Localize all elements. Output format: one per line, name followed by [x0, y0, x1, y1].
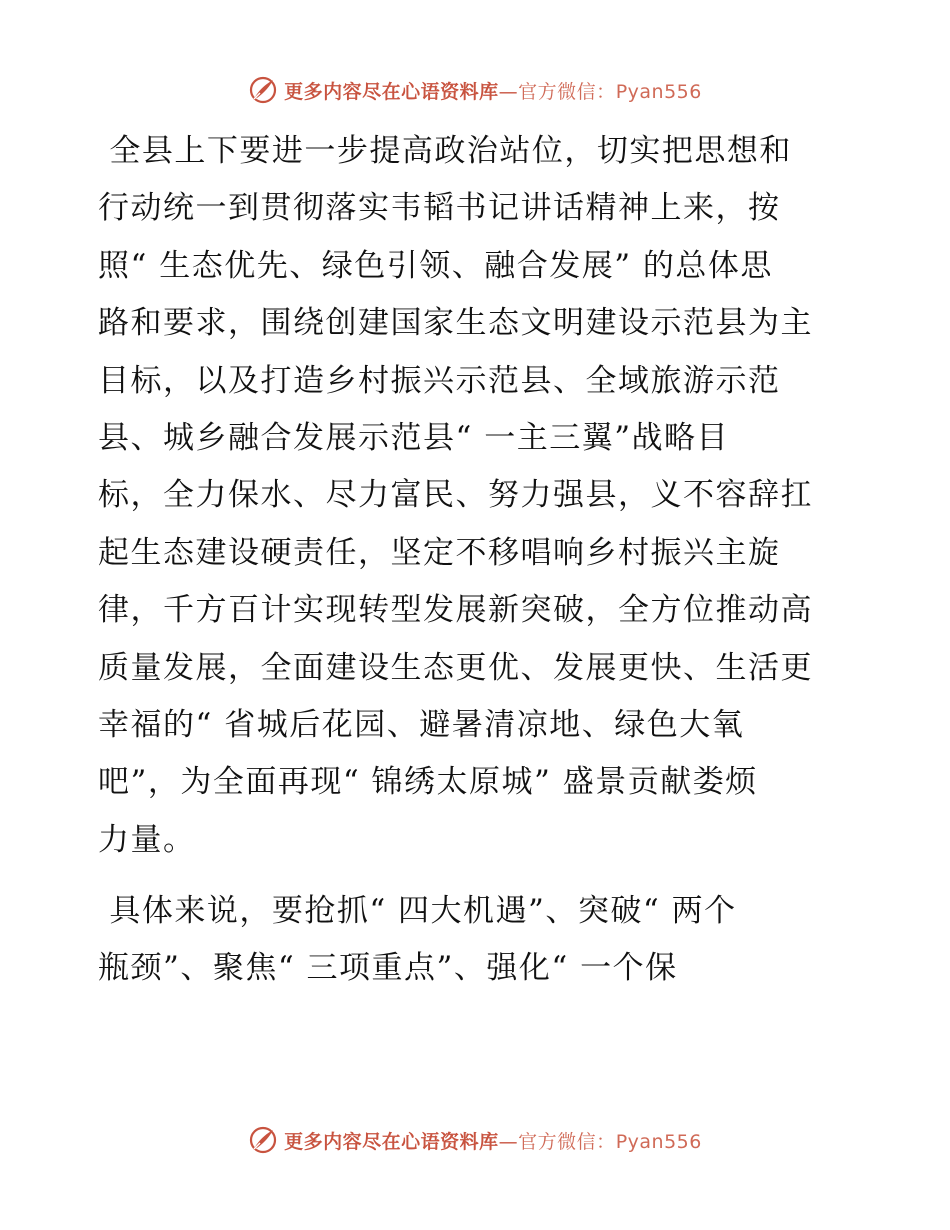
- text-line: 瓶颈”、聚焦“ 三项重点”、强化“ 一个保: [98, 950, 678, 987]
- watermark-sub: 官方微信：: [518, 80, 616, 103]
- watermark-text: [284, 1127, 702, 1154]
- text-line: 力量。: [98, 821, 196, 858]
- text-line: 标，全力保水、尽力富民、努力强县，义不容辞扛: [98, 477, 813, 514]
- text-line: 目标，以及打造乡村振兴示范县、全域旅游示范: [98, 362, 781, 399]
- text-line: 全县上下要进一步提高政治站位，切实把思想和: [98, 133, 792, 169]
- paragraph-gap: [98, 869, 850, 883]
- paragraph-1: [98, 123, 850, 869]
- document-body: [98, 123, 850, 998]
- text-line: 幸福的“ 省城后花园、避暑清凉地、绿色大氧: [98, 706, 745, 743]
- footer-watermark: [0, 1118, 950, 1162]
- text-line: 路和要求，围绕创建国家生态文明建设示范县为主: [98, 305, 813, 342]
- header-watermark: [0, 68, 950, 112]
- watermark-main: 更多内容尽在心语资料库: [284, 1130, 499, 1153]
- text-line: 吧”，为全面再现“ 锦绣太原城” 盛景贡献娄烦: [98, 764, 758, 801]
- watermark-id: Pyan556: [615, 1130, 702, 1153]
- paragraph-2: [98, 883, 850, 998]
- watermark-dash: —: [498, 1130, 519, 1153]
- watermark-main: 更多内容尽在心语资料库: [284, 80, 499, 103]
- watermark-text: [284, 77, 702, 104]
- text-line: 律，千方百计实现转型发展新突破，全方位推动高: [98, 592, 813, 629]
- text-line: 照“ 生态优先、绿色引领、融合发展” 的总体思: [98, 247, 773, 284]
- text-line: 质量发展，全面建设生态更优、发展更快、生活更: [98, 649, 813, 686]
- watermark-id: Pyan556: [615, 80, 702, 103]
- text-line: 起生态建设硬责任，坚定不移唱响乡村振兴主旋: [98, 534, 781, 571]
- text-line: 行动统一到贯彻落实韦韬书记讲话精神上来，按: [98, 190, 781, 227]
- text-line: 县、城乡融合发展示范县“ 一主三翼”战略目: [98, 419, 730, 456]
- text-line: 具体来说，要抢抓“ 四大机遇”、突破“ 两个: [98, 893, 737, 930]
- watermark-sub: 官方微信：: [518, 1130, 616, 1153]
- watermark-dash: —: [498, 80, 519, 103]
- feather-pen-logo-icon: [248, 1125, 278, 1155]
- feather-pen-logo-icon: [248, 75, 278, 105]
